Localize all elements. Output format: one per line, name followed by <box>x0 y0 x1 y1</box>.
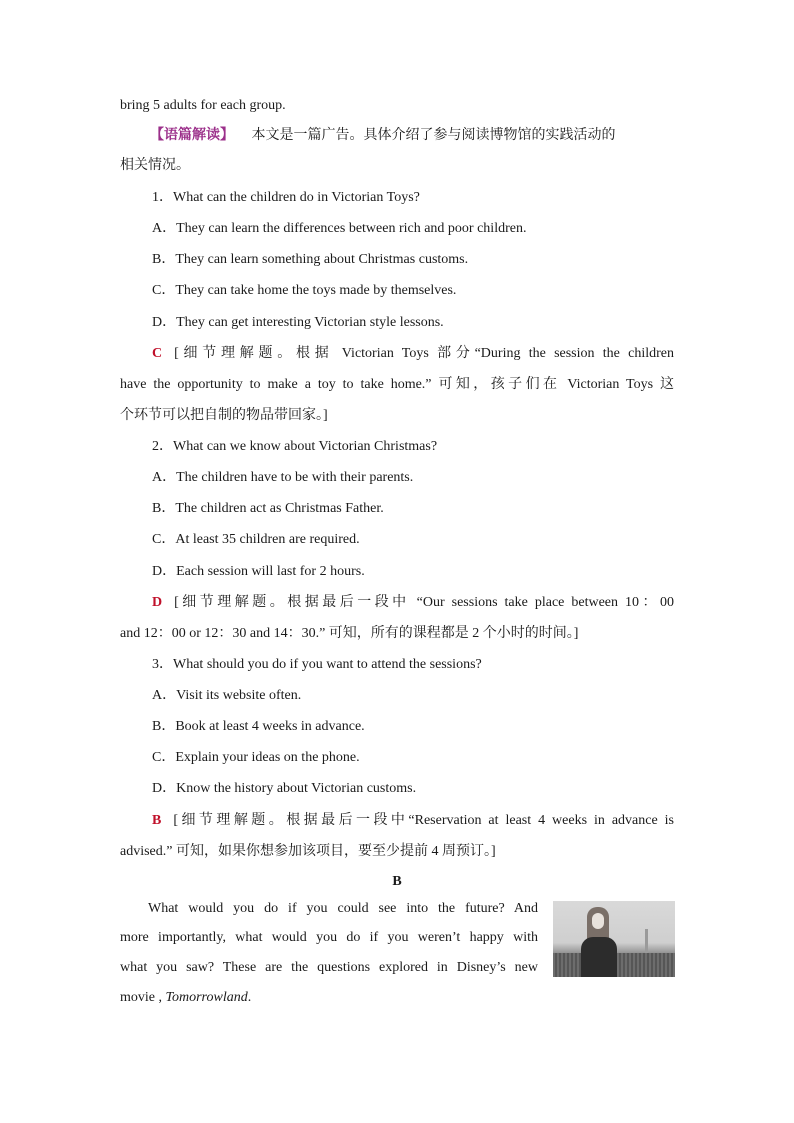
passage-b-line: what you saw? These are the questions explored in Disney’s new <box>120 960 538 975</box>
answer-2-line <box>152 593 674 613</box>
passage-analysis-line <box>150 126 674 146</box>
text-span: . <box>247 990 252 1005</box>
answer-3-line: advised.” 可知，如果你想参加该项目，要至少提前 4 周预订。] <box>120 844 496 859</box>
question-1-option-a: A．They can learn the differences between rich and poor children. <box>152 221 527 236</box>
text-span: 本文是一篇广告。具体介绍了参与阅读博物馆的实践活动的 <box>251 128 616 143</box>
question-3-option-c: C．Explain your ideas on the phone. <box>152 750 360 765</box>
answer-3-letter: B <box>152 813 162 828</box>
question-1-option-c: C．They can take home the toys made by themselves. <box>152 283 457 298</box>
question-1-option-b: B．They can learn something about Christmas customs. <box>152 252 469 267</box>
passage-b-line: more importantly, what would you do if you weren’t happy with <box>120 930 538 945</box>
text-span: [细节理解题。根据最后一段中 “Our sessions take place between 10：00 <box>174 595 674 610</box>
question-2: 2．What can we know about Victorian Christmas? <box>152 439 438 454</box>
answer-2-line: and 12：00 or 12：30 and 14：30.” 可知，所有的课程都是 2 个小时的时间。] <box>120 626 579 641</box>
question-2-option-b: B．The children act as Christmas Father. <box>152 501 384 516</box>
movie-title: Tomorrowland <box>165 990 248 1005</box>
question-1: 1．What can the children do in Victorian Toys? <box>152 190 420 205</box>
question-3-option-b: B．Book at least 4 weeks in advance. <box>152 719 365 734</box>
passage-b-line <box>120 988 538 1008</box>
question-2-option-c: C．At least 35 children are required. <box>152 532 360 547</box>
passage-b-line: What would you do if you could see into the future? And <box>148 901 538 916</box>
text-line: bring 5 adults for each group. <box>120 98 286 113</box>
movie-still-image <box>553 901 675 977</box>
section-heading-b: B <box>392 874 402 889</box>
photo-tower-shape <box>645 929 648 953</box>
question-1-option-d: D．They can get interesting Victorian style lessons. <box>152 315 444 330</box>
text-span: movie , <box>120 990 162 1005</box>
photo-face-shape <box>592 913 604 929</box>
question-3-option-a: A．Visit its website often. <box>152 688 302 703</box>
photo-figure-shape <box>581 937 617 977</box>
passage-analysis-tag: 【语篇解读】 <box>150 128 234 143</box>
answer-1-line: 个环节可以把自制的物品带回家。] <box>120 408 328 423</box>
answer-2-letter: D <box>152 595 163 610</box>
question-3: 3．What should you do if you want to attend the sessions? <box>152 657 482 672</box>
text-line: 相关情况。 <box>120 158 190 173</box>
text-span: [细节理解题。根据最后一段中“Reservation at least 4 weeks in advance is <box>173 813 674 828</box>
answer-1-line <box>152 344 674 364</box>
answer-1-letter: C <box>152 346 163 361</box>
question-3-option-d: D．Know the history about Victorian customs. <box>152 781 417 796</box>
question-2-option-a: A．The children have to be with their parents. <box>152 470 414 485</box>
question-2-option-d: D．Each session will last for 2 hours. <box>152 564 365 579</box>
text-span: [细节理解题。根据 Victorian Toys 部分“During the session the children <box>174 346 674 361</box>
answer-1-line: have the opportunity to make a toy to take home.” 可知，孩子们在 Victorian Toys 这 <box>120 377 674 392</box>
answer-3-line <box>152 811 674 831</box>
